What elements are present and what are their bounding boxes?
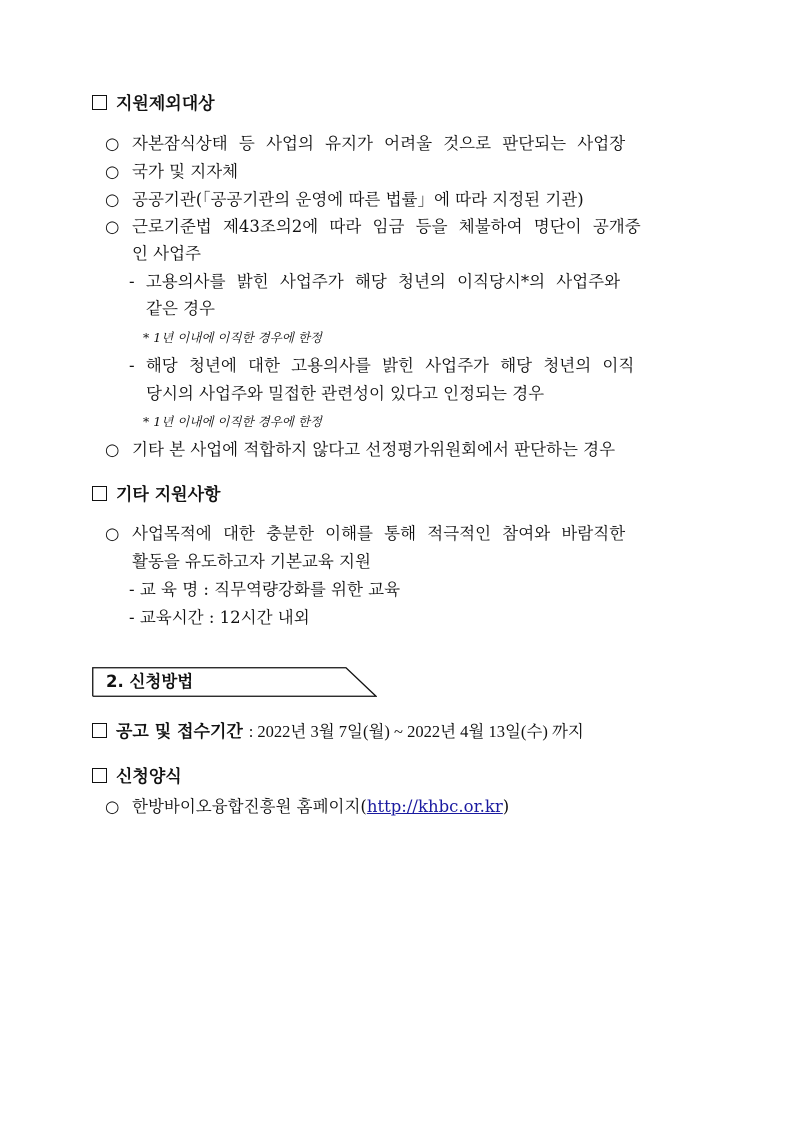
circle-bullet-icon: ○ [105,190,120,209]
circle-bullet-icon: ○ [105,162,120,181]
sub-item: - 고용의사를 밝힌 사업주가 해당 청년의 이직당시*의 사업주와 [129,272,621,291]
circle-bullet-icon: ○ [105,134,120,153]
sub-item: - 교육시간 : 12시간 내외 [129,608,310,627]
list-item: ○ 공공기관(「공공기관의 운영에 따른 법률」에 따라 지정된 기관) [105,190,584,209]
circle-bullet-icon: ○ [105,797,120,816]
period-row [92,721,584,743]
checkbox-square-icon [92,95,107,110]
list-item: ○ 자본잠식상태 등 사업의 유지가 어려울 것으로 판단되는 사업장 [105,134,626,153]
list-item: ○ 사업목적에 대한 충분한 이해를 통해 적극적인 참여와 바람직한 [105,524,626,543]
list-item: ○ 한방바이오융합진흥원 홈페이지(http://khbc.or.kr) [105,797,510,816]
checkbox-square-icon [92,486,107,501]
footnote: * 1년 이내에 이직한 경우에 한정 [143,330,322,345]
other-support-heading: 기타 지원사항 [92,484,220,506]
exclusion-heading: 지원제외대상 [92,93,215,115]
checkbox-square-icon [92,723,107,738]
checkbox-square-icon [92,768,107,783]
list-item-continuation: 활동을 유도하고자 기본교육 지원 [132,552,371,571]
list-item: ○ 근로기준법 제43조의2에 따라 임금 등을 체불하여 명단이 공개중 [105,217,641,236]
sub-item: - 해당 청년에 대한 고용의사를 밝힌 사업주가 해당 청년의 이직 [129,356,635,375]
form-heading: 신청양식 [92,766,182,788]
sub-item-continuation: 같은 경우 [146,299,216,318]
sub-item-continuation: 당시의 사업주와 밀접한 관련성이 있다고 인정되는 경우 [146,384,545,403]
period-value: : 2022년 3월 7일(월) ~ 2022년 4월 13일(수) 까지 [248,722,584,741]
list-item: ○ 국가 및 지자체 [105,162,239,181]
homepage-link[interactable]: http://khbc.or.kr [366,797,503,816]
sub-item: - 교 육 명 : 직무역량강화를 위한 교육 [129,580,401,599]
list-item-continuation: 인 사업주 [132,244,202,263]
circle-bullet-icon: ○ [105,524,120,543]
circle-bullet-icon: ○ [105,440,120,459]
section-title: 2. 신청방법 [106,672,194,691]
list-item: ○ 기타 본 사업에 적합하지 않다고 선정평가위원회에서 판단하는 경우 [105,440,616,459]
circle-bullet-icon: ○ [105,217,120,236]
period-label: 공고 및 접수기간 [116,722,243,742]
footnote: * 1년 이내에 이직한 경우에 한정 [143,414,322,429]
section-title-tab [92,667,377,697]
